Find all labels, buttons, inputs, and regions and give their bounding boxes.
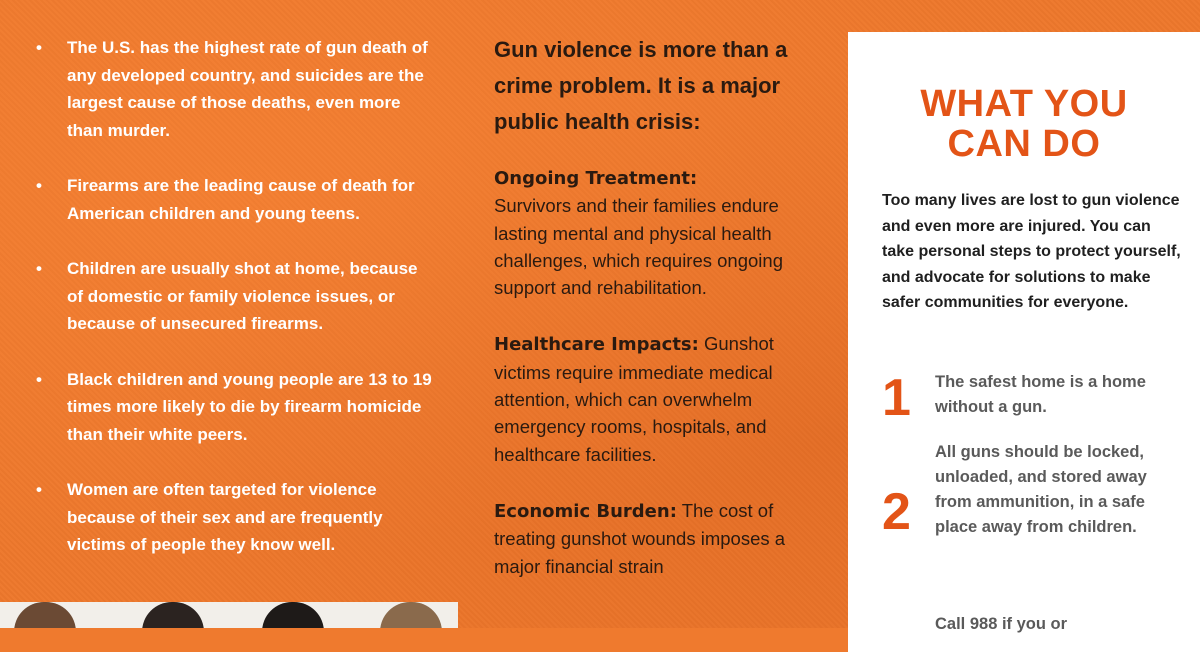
bullet-icon: • [36,480,42,499]
bullet-icon: • [36,38,42,57]
fact-item [34,366,434,449]
fact-text: Firearms are the leading cause of death for American children and young teens. [67,176,415,223]
panel-title-line: WHAT YOU [920,83,1128,125]
section-title: Ongoing Treatment: [494,168,698,189]
bullet-icon: • [36,369,42,389]
fact-item [34,172,434,227]
impact-section [494,497,824,580]
facts-column [34,34,434,587]
section-body: Survivors and their families endure lasting mental and physical health challenges, which requires ongoing support and rehabilitation. [494,195,783,299]
person-head [142,602,204,628]
fact-item [34,476,434,559]
fact-item [34,34,434,144]
step-text: The safest home is a home without a gun. [935,373,1146,416]
fact-text: Children are usually shot at home, because of domestic or family violence issues, or because of unsecured firearms. [67,259,418,333]
facts-list [34,34,434,559]
impact-section [494,164,824,301]
step-number: 2 [882,483,911,541]
lead-statement: Gun violence is more than a crime problem. It is a major public health crisis: [494,37,788,134]
fact-item [34,255,434,338]
fact-text: Black children and young people are 13 to 19 times more likely to die by firearm homicide than their white peers. [67,369,432,444]
person-head [262,602,324,628]
bullet-icon: • [36,259,42,278]
section-body: The cost of treating gunshot wounds imposes a major financial strain [494,499,786,577]
panel-intro: Too many lives are lost to gun violence and even more are injured. You can take personal steps to protect yourself, and advocate for solutions to make safer communities for everyone. [882,192,1181,311]
step-text: All guns should be locked, unloaded, and stored away from ammunition, in a safe place away from children. [935,443,1147,536]
bullet-icon: • [36,176,42,195]
section-body: Gunshot victims require immediate medical attention, which can overwhelm emergency rooms, hospitals, and healthcare facilities. [494,333,774,465]
person-head [380,602,442,628]
fact-text: The U.S. has the highest rate of gun death of any developed country, and suicides are the largest cause of those deaths, even more than murder. [67,38,428,140]
panel-title-line: CAN DO [947,123,1101,165]
section-title: Economic Burden: [494,500,677,522]
section-title: Healthcare Impacts: [494,334,699,356]
person-head [14,602,76,628]
what-you-can-do-panel [848,32,1200,652]
impact-section [494,330,824,467]
panel-title [848,84,1200,164]
fact-text: Women are often targeted for violence because of their sex and are frequently victims of people they know well. [67,480,383,554]
step-text: Call 988 if you or [935,615,1068,633]
step-number: 1 [882,369,911,427]
health-crisis-column [494,32,824,609]
people-photo [0,602,458,628]
